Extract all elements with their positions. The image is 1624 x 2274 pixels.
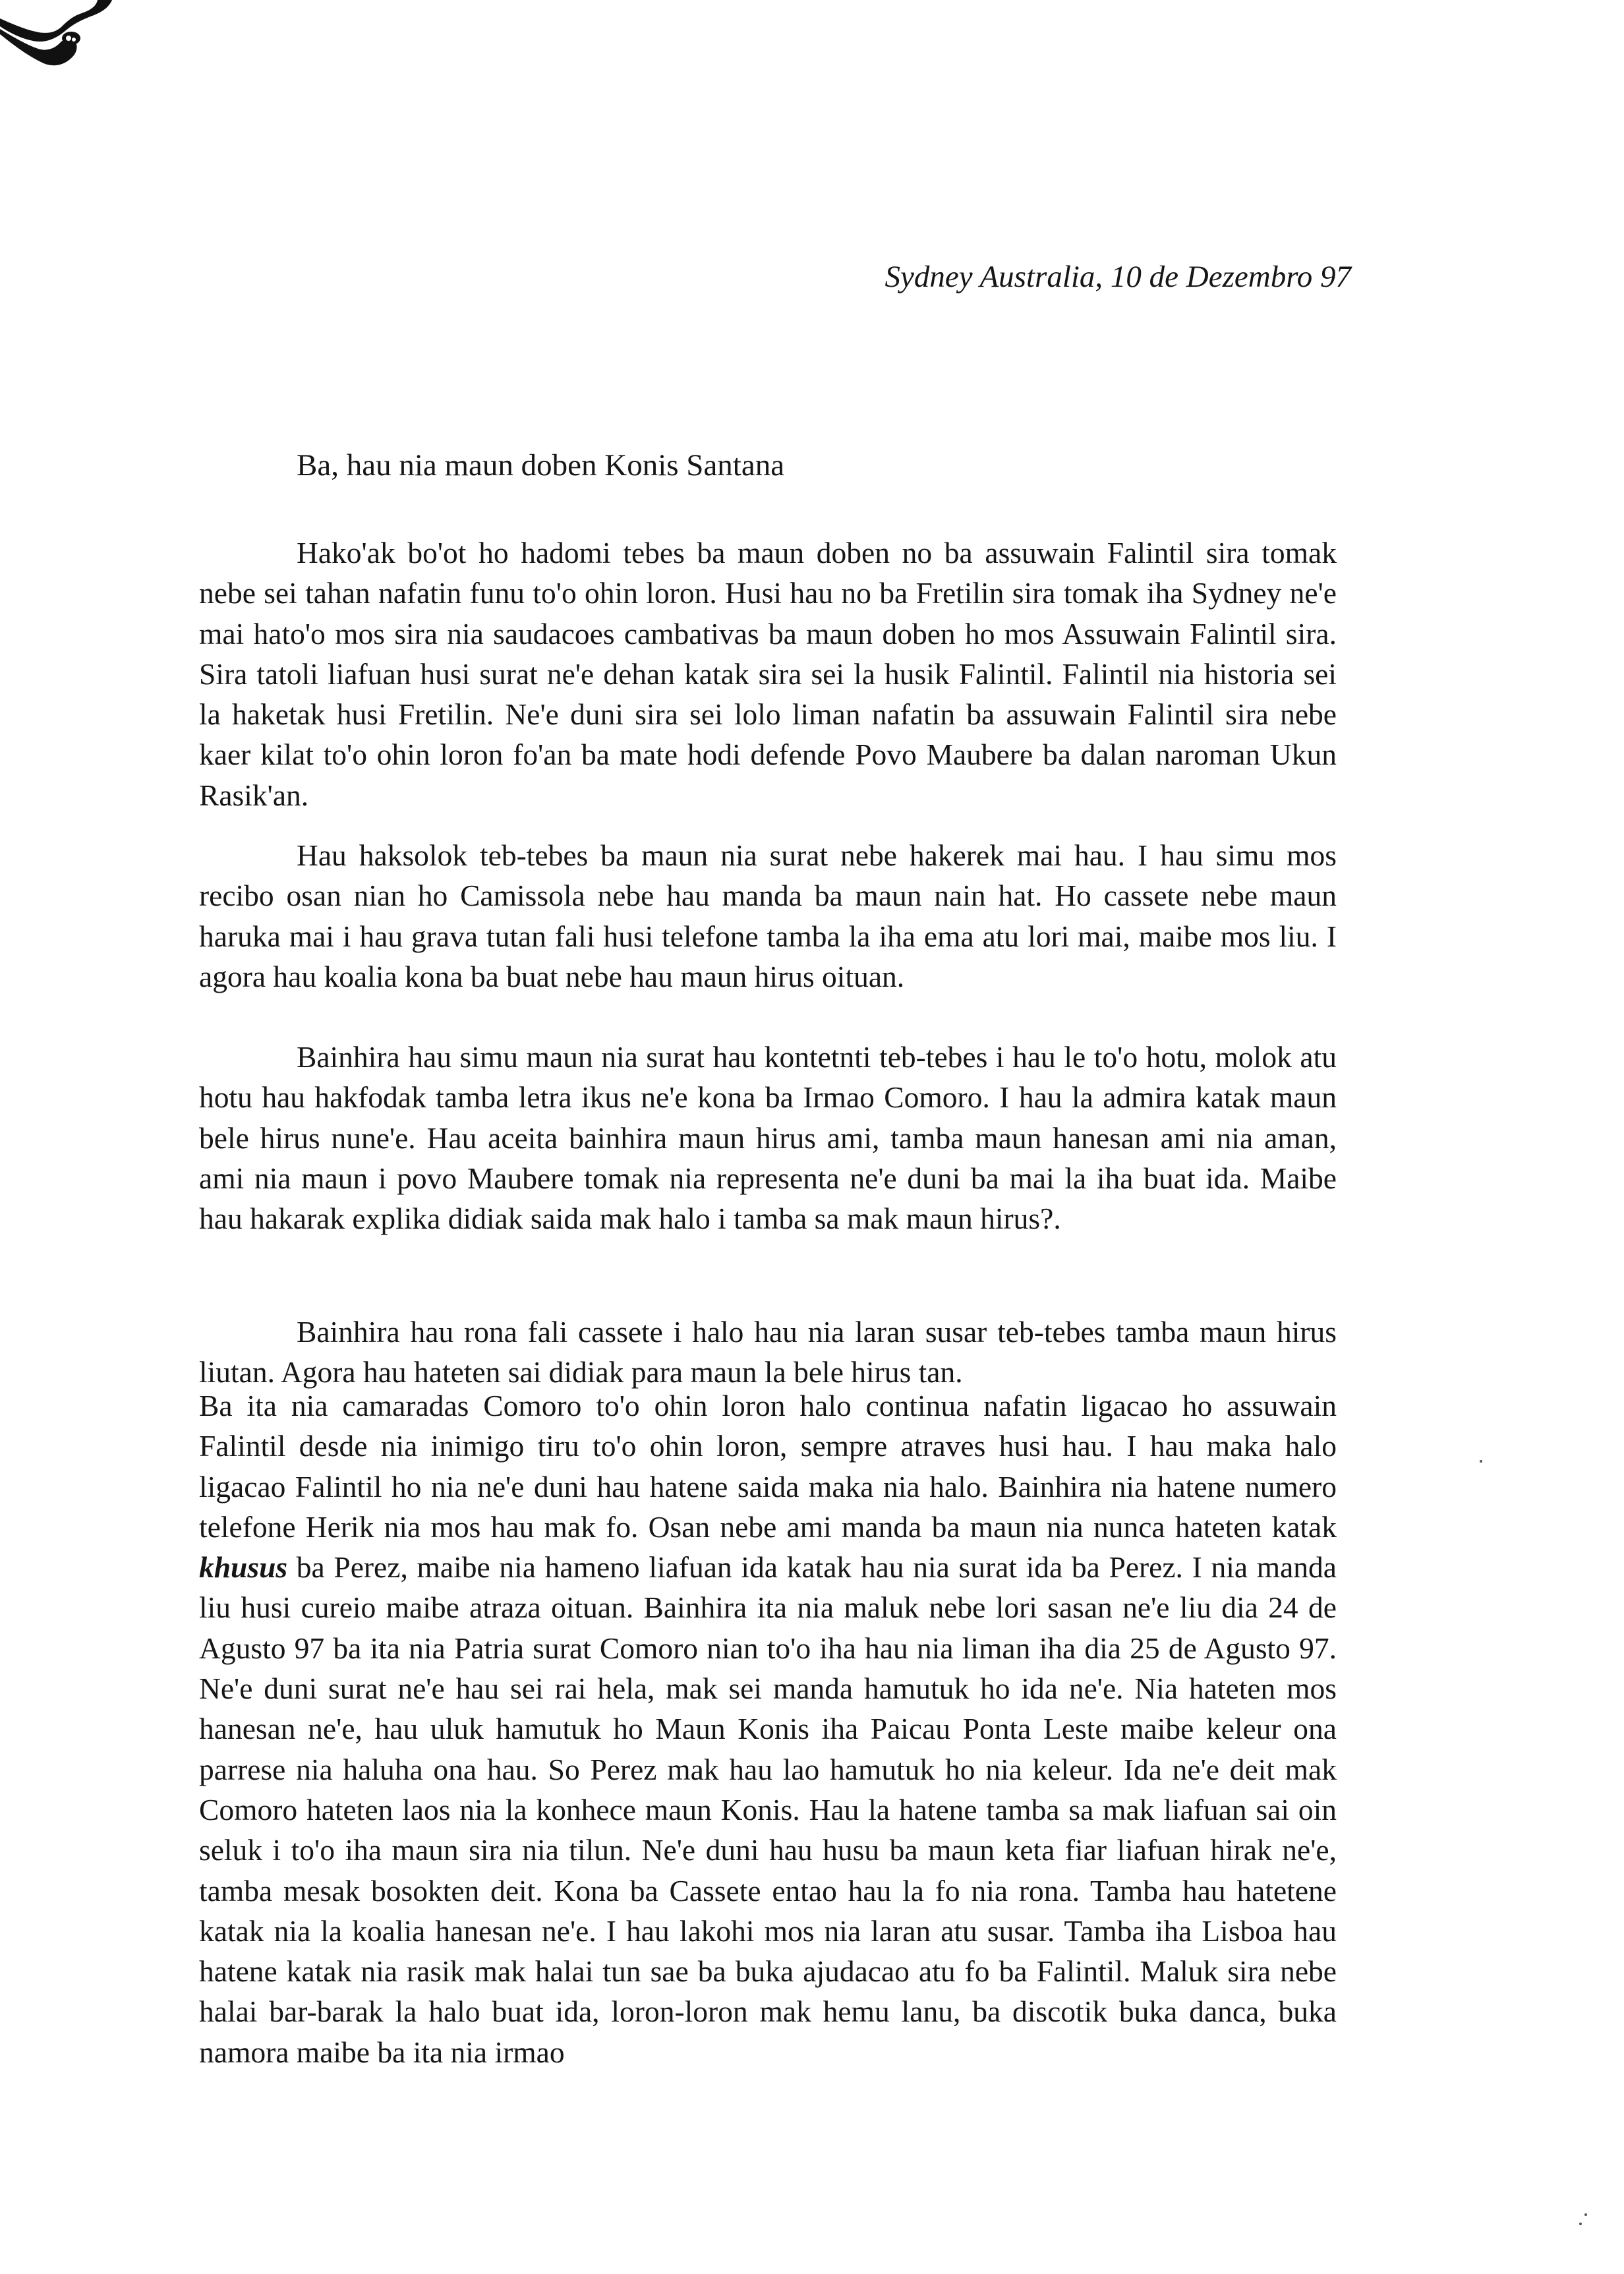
paragraph-4: Bainhira hau rona fali cassete i halo hau nia laran susar teb-tebes tamba maun hirus liutan. Agora hau hateten sai didiak para maun la bele hirus tan. xyxy=(199,1315,1337,1389)
corner-blot-mark xyxy=(0,0,119,73)
scan-speck xyxy=(1584,2213,1587,2216)
scan-speck xyxy=(1480,1460,1482,1463)
paragraph-5-part-2: ba Perez, maibe nia hameno liafuan ida katak hau nia surat ida ba Perez. I nia manda liu husi cureio maibe atraza oituan. Bainhira ita nia maluk nebe lori sasan ne'e liu dia 24 de Agusto 97 ba ita nia Patria surat Comoro nian to'o iha hau nia liman iha dia 25 de Agusto 97. Ne'e duni surat ne'e hau sei rai hela, mak sei manda hamutuk ho ida ne'e. Nia hateten mos hanesan ne'e, hau uluk hamutuk ho Maun Konis iha Paicau Ponta Leste maibe keleur ona parrese nia haluha ona hau. So Perez mak hau lao hamutuk ho nia keleur. Ida ne'e deit mak Comoro hateten laos nia la konhece maun Konis. Hau la hatene tamba sa mak liafuan sai oin seluk i to'o iha maun sira nia tilun. Ne'e duni hau husu ba maun keta fiar liafuan hirak ne'e, tamba mesak bosokten deit. Kona ba Cassete entao hau la fo nia rona. Tamba hau hatetene katak nia la koalia hanesan ne'e. I hau lakohi mos nia laran atu susar. Tamba iha Lisboa hau hatene katak nia rasik mak halai tun sae ba buka ajudacao atu fo ba Falintil. Maluk sira nebe halai bar-barak la halo buat ida, loron-loron mak hemu lanu, ba discotik buka danca, buka namora maibe ba ita nia irmao xyxy=(199,1550,1337,2069)
emphasized-word: khusus xyxy=(199,1550,288,1585)
paragraph-3: Bainhira hau simu maun nia surat hau kontetnti teb-tebes i hau le to'o hotu, molok atu hotu hau hakfodak tamba letra ikus ne'e kona ba Irmao Comoro. I hau la admira katak maun bele hirus nune'e. Hau aceita bainhira maun hirus ami, tamba maun hanesan ami nia aman, ami nia maun i povo Maubere tomak nia representa ne'e duni ba mai la iha buat ida. Maibe hau hakarak explika didiak saida mak halo i tamba sa mak maun hirus?. xyxy=(199,1040,1337,1236)
paragraph-2: Hau haksolok teb-tebes ba maun nia surat nebe hakerek mai hau. I hau simu mos recibo osan nian ho Camissola nebe hau manda ba maun nain hat. Ho cassete nebe maun haruka mai i hau grava tutan fali husi telefone tamba la iha ema atu lori mai, maibe mos liu. I agora hau koalia kona ba buat nebe hau maun hirus oituan. xyxy=(199,838,1337,993)
paragraph-5-part-1: Ba ita nia camaradas Comoro to'o ohin loron halo continua nafatin ligacao ho assuwain Falintil desde nia inimigo tiru to'o ohin loron, sempre atraves husi hau. I hau maka halo ligacao Falintil ho nia ne'e duni hau hatene saida maka nia halo. Bainhira nia hatene numero telefone Herik nia mos hau mak fo. Osan nebe ami manda ba maun nia nunca hateten katak xyxy=(199,1389,1337,1544)
scan-speck xyxy=(1579,2223,1582,2225)
paragraph-1: Hako'ak bo'ot ho hadomi tebes ba maun doben no ba assuwain Falintil sira tomak nebe sei tahan nafatin funu to'o ohin loron. Husi hau no ba Fretilin sira tomak iha Sydney ne'e mai hato'o mos sira nia saudacoes cambativas ba maun doben ho mos Assuwain Falintil sira. Sira tatoli liafuan husi surat ne'e dehan katak sira sei la husik Falintil. Falintil nia historia sei la haketak husi Fretilin. Ne'e duni sira sei lolo liman nafatin ba assuwain Falintil sira nebe kaer kilat to'o ohin loron fo'an ba mate hodi defende Povo Maubere ba dalan naroman Ukun Rasik'an. xyxy=(199,536,1337,812)
paragraph-5 xyxy=(199,1385,1337,2072)
letter-salutation: Ba, hau nia maun doben Konis Santana xyxy=(297,448,785,482)
letter-dateline: Sydney Australia, 10 de Dezembro 97 xyxy=(884,260,1351,294)
